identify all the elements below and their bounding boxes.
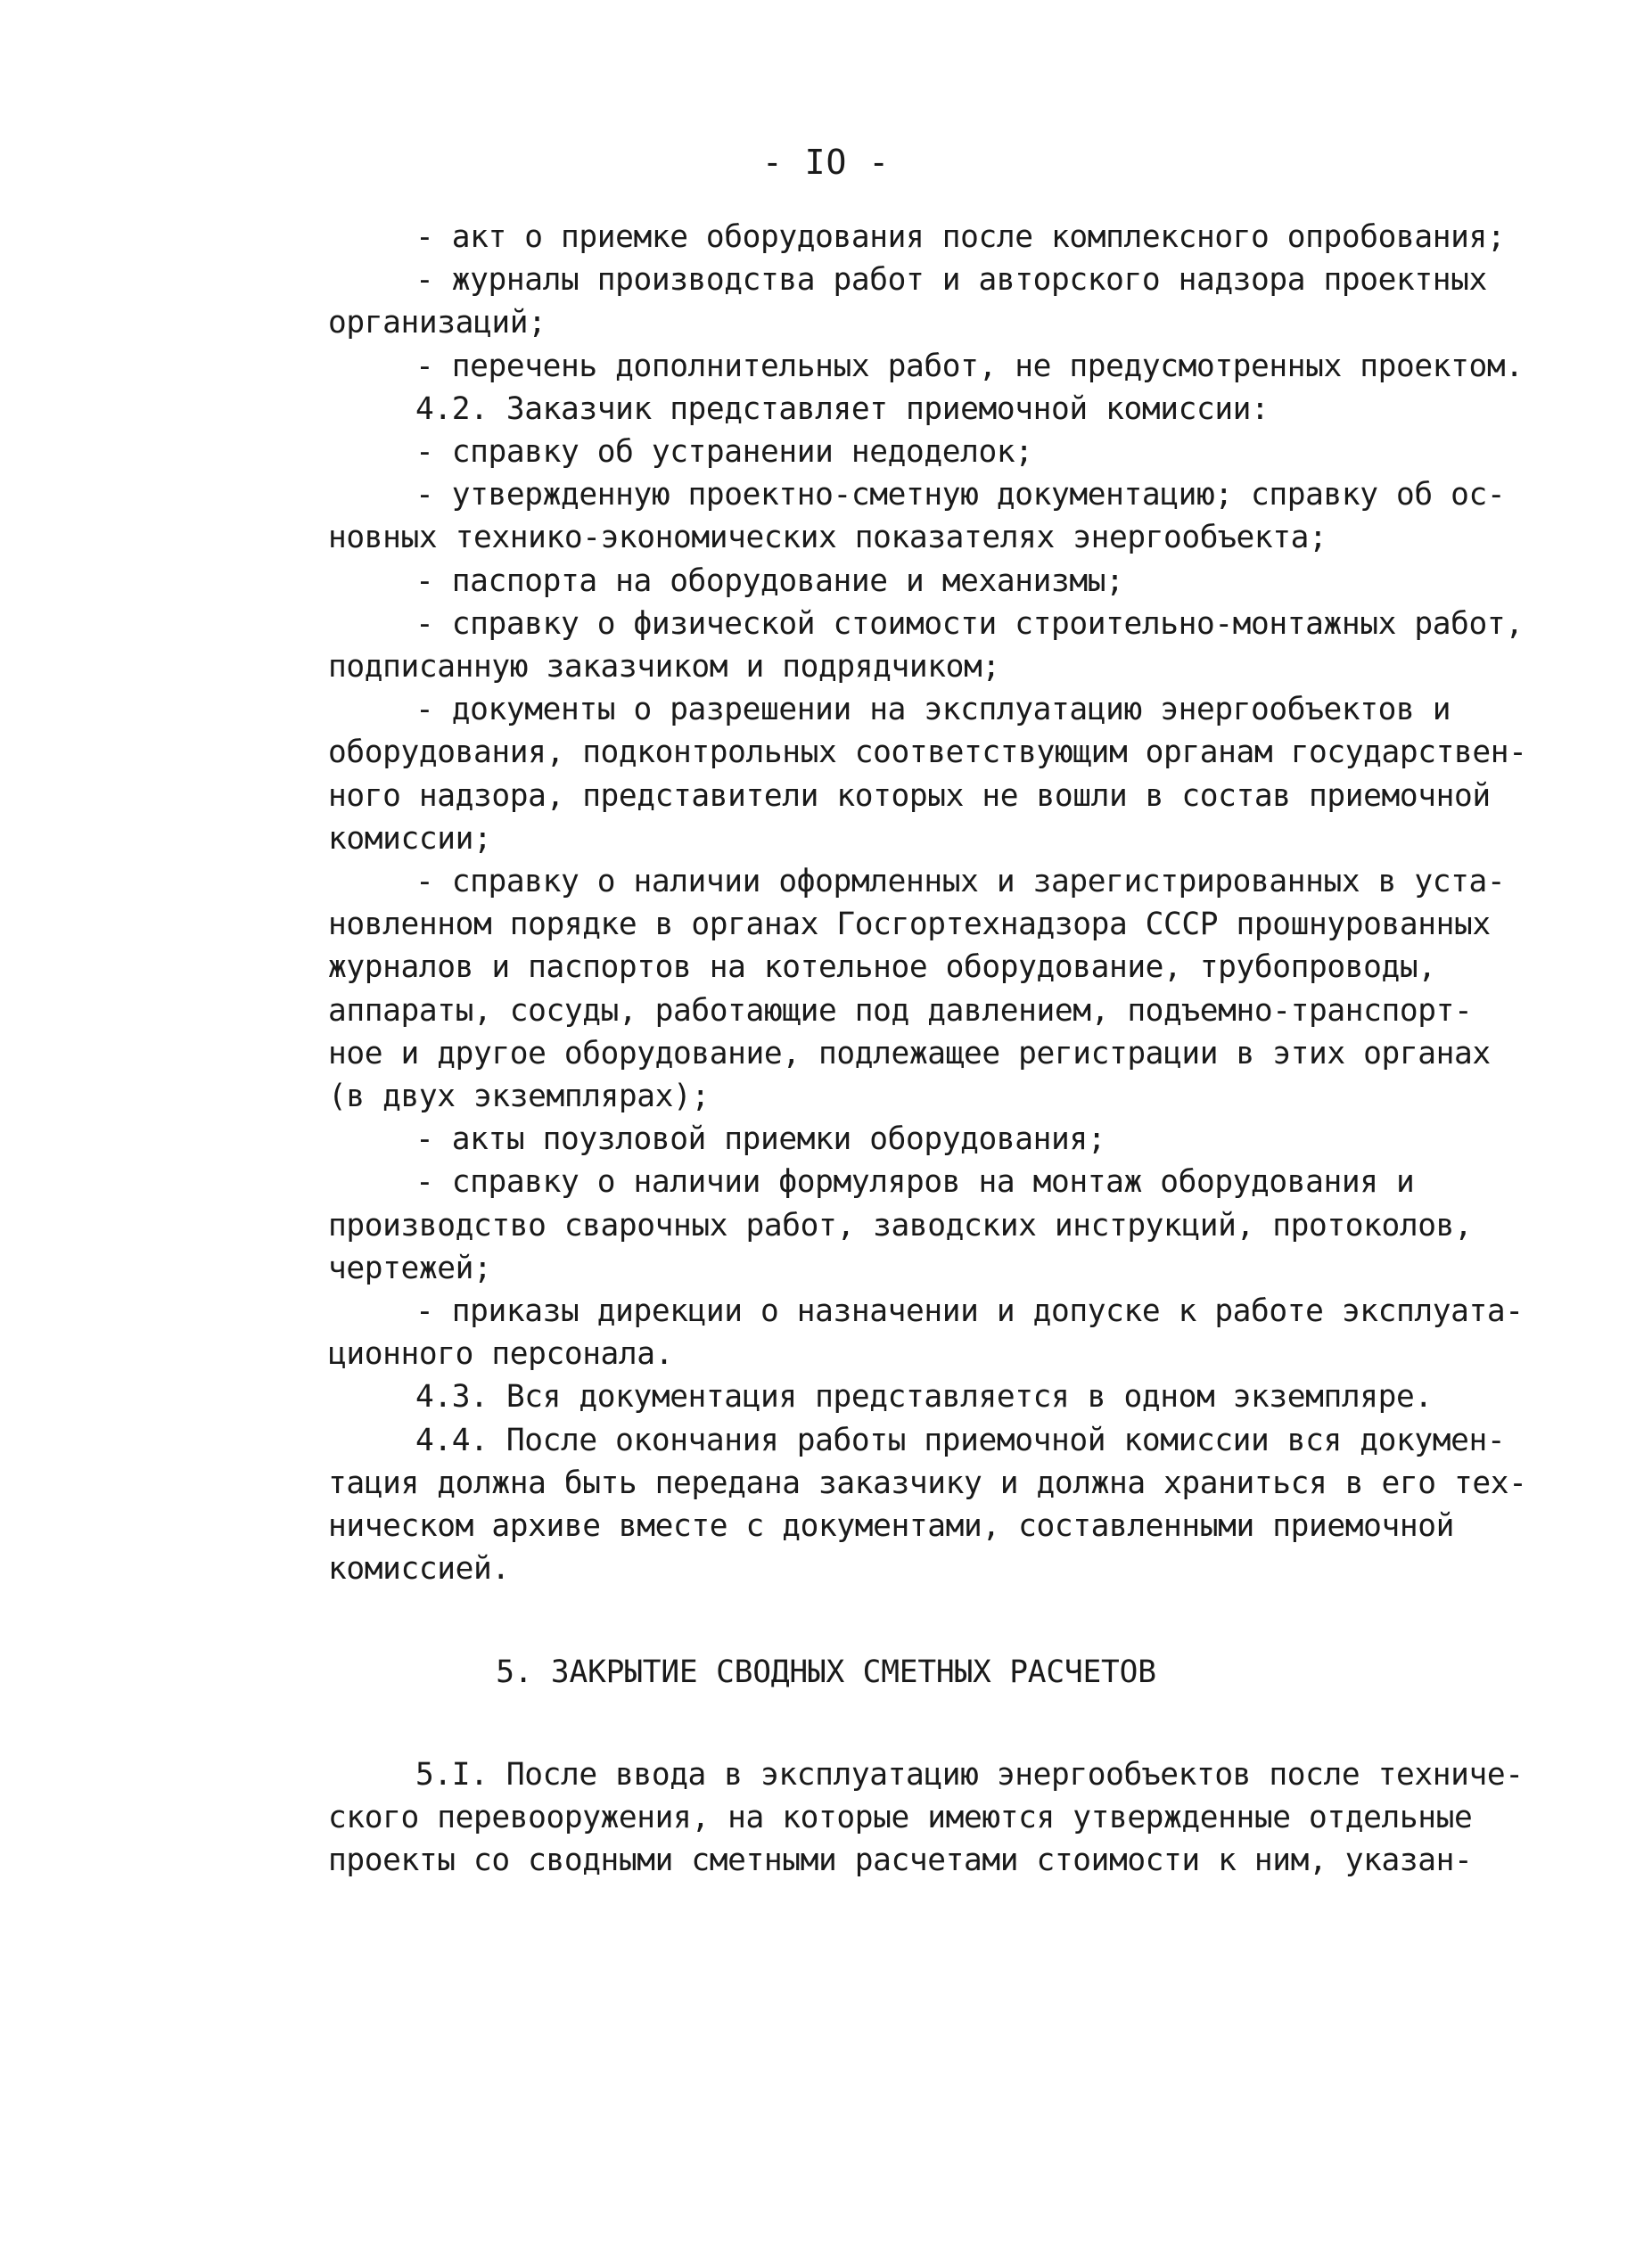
text-line: - акты поузловой приемки оборудования; [415,1121,1106,1158]
text-line: - акт о приемке оборудования после комплексного опробования; [415,219,1506,255]
text-line: чертежей; [328,1250,492,1286]
text-line: аппараты, сосуды, работающие под давлением, подъемно-транспорт- [328,992,1473,1029]
text-line: ное и другое оборудование, подлежащее регистрации в этих органах [328,1035,1491,1071]
section-text-line: 5.I. После ввода в эксплуатацию энергообъектов после техниче- [415,1757,1524,1793]
text-line: новных технико-экономических показателях энергообъекта; [328,520,1327,556]
text-line: 4.4. После окончания работы приемочной комиссии вся докумен- [415,1422,1506,1458]
text-line: - перечень дополнительных работ, не предусмотренных проектом. [415,348,1524,384]
text-line: - справку о наличии формуляров на монтаж оборудования и [415,1164,1415,1201]
text-line: 4.3. Вся документация представляется в одном экземпляре. [415,1379,1433,1416]
text-line: - справку об устранении недоделок; [415,434,1033,471]
section-body-text [328,1753,1524,1883]
text-line: журналов и паспортов на котельное оборудование, трубопроводы, [328,949,1436,986]
body-text [328,216,1527,1591]
text-line: - журналы производства работ и авторского надзора проектных [415,262,1487,299]
page-number: - IO - [761,143,891,182]
text-line: новленном порядке в органах Госгортехнадзора СССР прошнурованных [328,907,1491,943]
text-line: - паспорта на оборудование и механизмы; [415,562,1124,599]
text-line: комиссией. [328,1551,510,1588]
text-line: тация должна быть передана заказчику и должна храниться в его тех- [328,1465,1527,1501]
text-line: - приказы дирекции о назначении и допуске к работе эксплуата- [415,1293,1524,1330]
text-line: - справку о наличии оформленных и зарегистрированных в уста- [415,864,1506,900]
text-line: комиссии; [328,820,492,857]
text-line: (в двух экземплярах); [328,1079,710,1115]
section-text-line: проекты со сводными сметными расчетами стоимости к ним, указан- [328,1843,1473,1879]
text-line: организаций; [328,305,547,341]
text-line: - документы о разрешении на эксплуатацию энергообъектов и [415,692,1451,728]
text-line: - справку о физической стоимости строительно-монтажных работ, [415,605,1524,642]
text-line: 4.2. Заказчик представляет приемочной комиссии: [415,390,1270,427]
text-line: подписанную заказчиком и подрядчиком; [328,649,1000,685]
text-line: ционного персонала. [328,1336,674,1373]
text-line: производство сварочных работ, заводских инструкций, протоколов, [328,1207,1473,1244]
text-line: ническом архиве вместе с документами, составленными приемочной [328,1508,1454,1545]
text-line: - утвержденную проектно-сметную документацию; справку об ос- [415,477,1506,513]
text-line: оборудования, подконтрольных соответствующим органам государствен- [328,735,1527,771]
section-text-line: ского перевооружения, на которые имеются утвержденные отдельные [328,1800,1473,1836]
text-line: ного надзора, представители которых не вошли в состав приемочной [328,777,1491,814]
section-heading: 5. ЗАКРЫТИЕ СВОДНЫХ СМЕТНЫХ РАСЧЕТОВ [496,1654,1156,1690]
